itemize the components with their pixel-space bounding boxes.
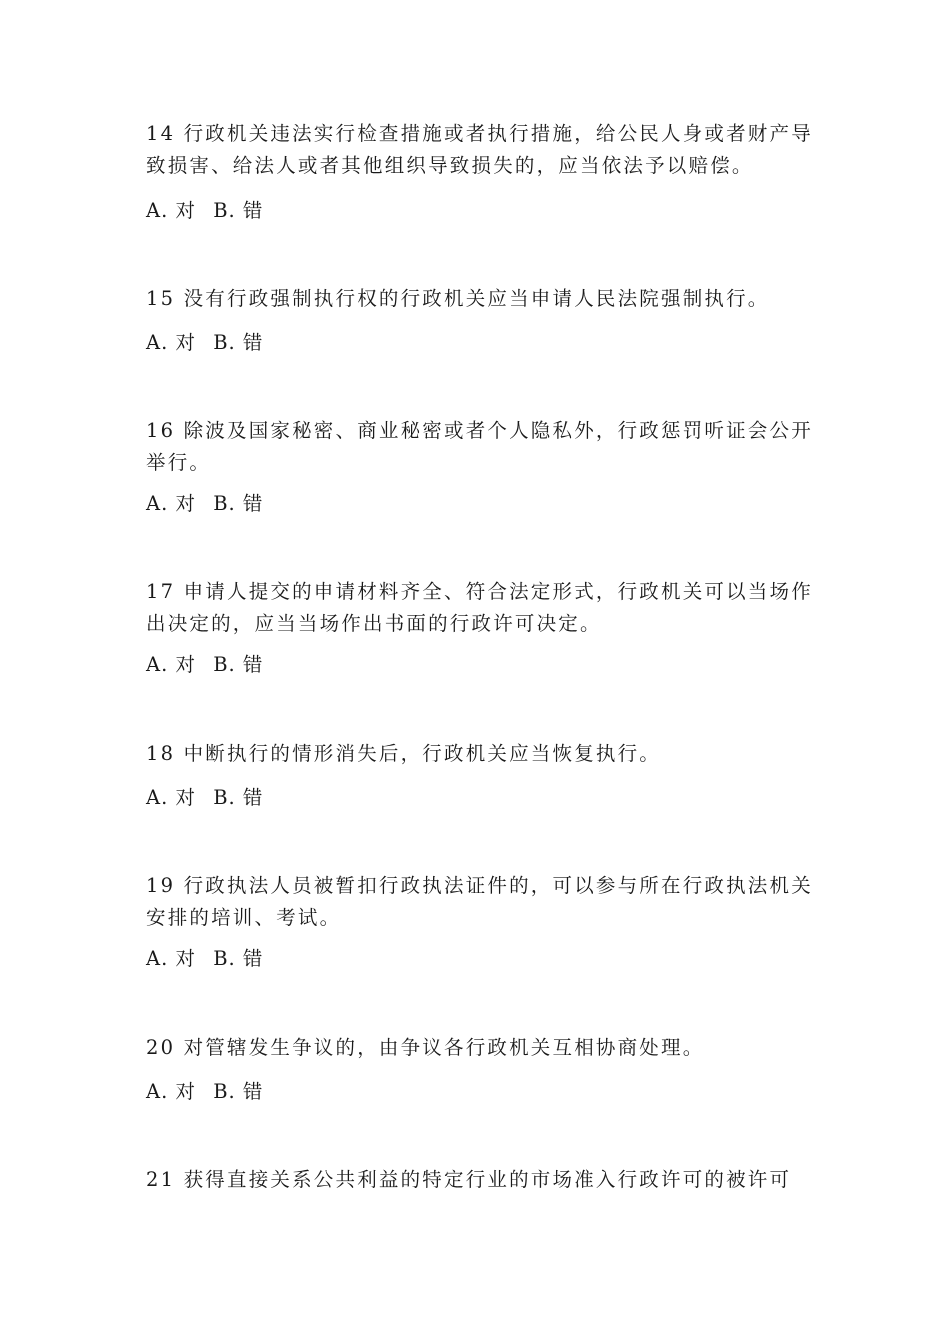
option-a[interactable]: A. 对 [146,1080,196,1103]
option-b[interactable]: B. 错 [213,947,264,970]
question-15 [146,283,816,354]
question-text: 17 申请人提交的申请材料齐全、符合法定形式，行政机关可以当场作出决定的，应当当场作出书面的行政许可决定。 [146,580,813,635]
question-16 [146,415,816,515]
option-a[interactable]: A. 对 [146,199,196,222]
question-18 [146,738,816,809]
answer-options [146,1076,273,1108]
option-b[interactable]: B. 错 [213,1080,264,1103]
option-a[interactable]: A. 对 [146,947,196,970]
answer-options [146,488,273,520]
option-a[interactable]: A. 对 [146,492,196,515]
question-19 [146,870,816,970]
question-text: 21 获得直接关系公共利益的特定行业的市场准入行政许可的被许可 [146,1168,792,1191]
question-17 [146,576,816,676]
option-a[interactable]: A. 对 [146,786,196,809]
answer-options [146,943,273,975]
answer-options [146,195,273,227]
question-14 [146,118,816,222]
question-text: 14 行政机关违法实行检查措施或者执行措施，给公民人身或者财产导致损害、给法人或者其他组织导致损失的，应当依法予以赔偿。 [146,122,813,177]
question-21 [146,1164,816,1196]
answer-options [146,782,273,814]
answer-options [146,327,273,359]
answer-options [146,649,273,681]
question-text: 16 除波及国家秘密、商业秘密或者个人隐私外，行政惩罚听证会公开举行。 [146,419,813,474]
option-b[interactable]: B. 错 [213,786,264,809]
option-a[interactable]: A. 对 [146,331,196,354]
question-text: 18 中断执行的情形消失后，行政机关应当恢复执行。 [146,742,662,765]
option-b[interactable]: B. 错 [213,653,264,676]
option-a[interactable]: A. 对 [146,653,196,676]
option-b[interactable]: B. 错 [213,331,264,354]
question-20 [146,1032,816,1103]
option-b[interactable]: B. 错 [213,199,264,222]
option-b[interactable]: B. 错 [213,492,264,515]
question-text: 19 行政执法人员被暂扣行政执法证件的，可以参与所在行政执法机关安排的培训、考试。 [146,874,813,929]
question-text: 20 对管辖发生争议的，由争议各行政机关互相协商处理。 [146,1036,705,1059]
question-text: 15 没有行政强制执行权的行政机关应当申请人民法院强制执行。 [146,287,770,310]
